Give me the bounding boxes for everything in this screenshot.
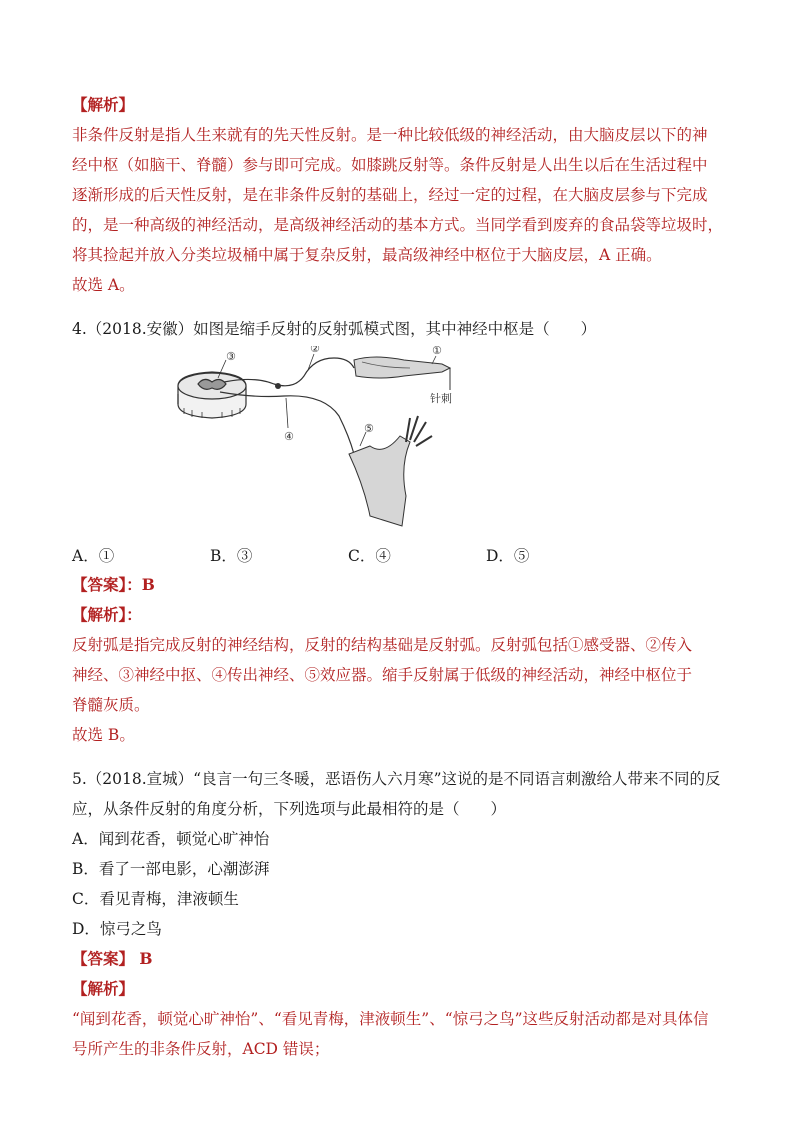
option-d: D．惊弓之鸟 (72, 920, 162, 938)
analysis-line: 脊髓灰质。 (72, 696, 150, 714)
analysis-line: 将其捡起并放入分类垃圾桶中属于复杂反射，最高级神经中枢位于大脑皮层，A 正确。 (72, 246, 662, 264)
option-a: A．① (72, 547, 115, 565)
question-5-stem: 5.（2018.宣城）“良言一句三冬暖，恶语伤人六月寒”这说的是不同语言刺激给人带来不同的反 (72, 770, 721, 788)
option-b: B．③ (210, 547, 253, 565)
answer-text: 【答案】：B (72, 575, 155, 594)
label-5: ⑤ (364, 422, 374, 435)
label-3: ③ (226, 350, 236, 363)
analysis-line: 神经、③神经中抠、④传出神经、⑤效应器。缩手反射属于低级的神经活动，神经中枢位于 (72, 666, 693, 684)
conclusion-text: 故选 B。 (72, 726, 135, 744)
question-4-options (72, 542, 722, 570)
analysis-heading: 【解析】 (72, 95, 135, 114)
option-c: C．看见青梅，津液顿生 (72, 890, 239, 908)
answer-text: 【答案】 B (72, 949, 153, 968)
analysis-line: “闻到花香，顿觉心旷神怡”、“看见青梅，津液顿生”、“惊弓之鸟”这些反射活动都是对具体信 (72, 1010, 709, 1028)
reflex-arc-diagram (174, 346, 474, 536)
option-c: C．④ (348, 547, 391, 565)
option-b: B．看了一部电影，心潮澎湃 (72, 860, 270, 878)
label-4: ④ (284, 430, 294, 443)
analysis-line: 逐渐形成的后天性反射，是在非条件反射的基础上，经过一定的过程，在大脑皮层参与下完成 (72, 186, 708, 204)
analysis-heading: 【解析】 (72, 979, 135, 998)
label-2: ② (310, 346, 320, 355)
question-5-stem: 应，从条件反射的角度分析，下列选项与此最相符的是（ ） (72, 800, 507, 818)
option-a: A．闻到花香，顿觉心旷神怡 (72, 830, 270, 848)
analysis-line: 非条件反射是指人生来就有的先天性反射。是一种比较低级的神经活动，由大脑皮层以下的神 (72, 126, 708, 144)
spinal-cord-section (178, 372, 246, 418)
analysis-line: 反射弧是指完成反射的神经结构，反射的结构基础是反射弧。反射弧包括①感受器、②传入 (72, 636, 693, 654)
document-page (72, 90, 722, 1064)
analysis-line: 的，是一种高级的神经活动，是高级神经活动的基本方式。当同学看到废弃的食品袋等垃圾时， (72, 216, 724, 234)
analysis-heading: 【解析】： (72, 605, 142, 624)
option-d: D．⑤ (486, 547, 530, 565)
needle-label: 针刺 (430, 392, 452, 405)
conclusion-text: 故选 A。 (72, 276, 135, 294)
reflex-arc-figure (174, 346, 474, 536)
analysis-line: 号所产生的非条件反射，ACD 错误； (72, 1040, 330, 1058)
question-4-stem: 4.（2018.安徽）如图是缩手反射的反射弧模式图，其中神经中枢是（ ） (72, 320, 597, 338)
label-1: ① (432, 346, 442, 357)
analysis-line: 经中枢（如脑干、脊髓）参与即可完成。如膝跳反射等。条件反射是人出生以后在生活过程中 (72, 156, 708, 174)
